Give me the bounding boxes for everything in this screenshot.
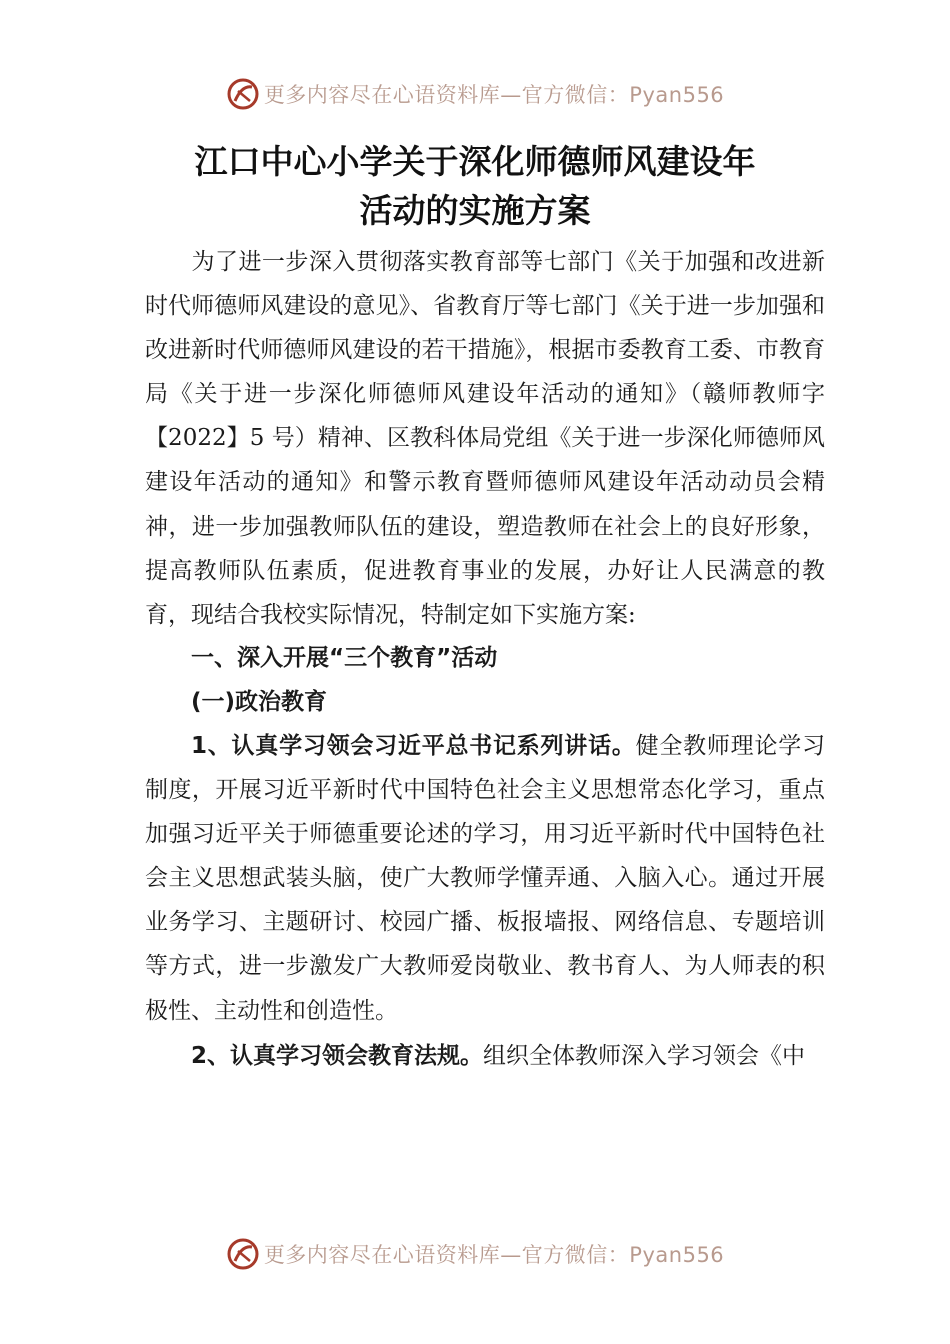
subsection-1-heading: (一)政治教育 xyxy=(191,689,328,715)
item-1-lead: 1、认真学习领会习近平总书记系列讲话。 xyxy=(191,733,636,759)
section-1-heading: 一、深入开展“三个教育”活动 xyxy=(191,645,498,671)
document-title-line-2: 活动的实施方案 xyxy=(359,191,591,230)
watermark-logo-icon xyxy=(226,77,260,111)
intro-paragraph xyxy=(145,240,825,637)
item-2-paragraph xyxy=(145,1034,825,1078)
watermark-footer xyxy=(0,1234,950,1274)
intro-text: 为了进一步深入贯彻落实教育部等七部门《关于加强和改进新时代师德师风建设的意见》、省教育厅等七部门《关于进一步加强和改进新时代师德师风建设的若干措施》，根据市委教育工委、市教育局《关于进一步深化师德师风建设年活动的通知》（赣师教师字【2022】5 号）精神、区教科体局党组《关于进一步深化师德师风建设年活动的通知》和警示教育暨师德师风建设年活动动员会精神，进一步加强教师队伍的建设，塑造教师在社会上的良好形象，提高教师队伍素质，促进教育事业的发展，办好让人民满意的教育，现结合我校实际情况，特制定如下实施方案: xyxy=(145,249,825,628)
watermark-text: 更多内容尽在心语资料库—官方微信：Pyan556 xyxy=(263,83,725,107)
item-2-text: 组织全体教师深入学习领会《中 xyxy=(483,1043,806,1069)
watermark-logo-icon xyxy=(226,1237,260,1271)
document-title-line-1: 江口中心小学关于深化师德师风建设年 xyxy=(194,142,756,181)
item-1-text: 健全教师理论学习制度，开展习近平新时代中国特色社会主义思想常态化学习，重点加强习近平关于师德重要论述的学习，用习近平新时代中国特色社会主义思想武装头脑，使广大教师学懂弄通、入脑入心。通过开展业务学习、主题研讨、校园广播、板报墙报、网络信息、专题培训等方式，进一步激发广大教师爱岗敬业、教书育人、为人师表的积极性、主动性和创造性。 xyxy=(145,733,825,1024)
item-1-paragraph xyxy=(145,724,825,1033)
watermark-text: 更多内容尽在心语资料库—官方微信：Pyan556 xyxy=(263,1243,725,1267)
watermark-header xyxy=(0,74,950,114)
item-2-lead: 2、认真学习领会教育法规。 xyxy=(191,1043,484,1069)
